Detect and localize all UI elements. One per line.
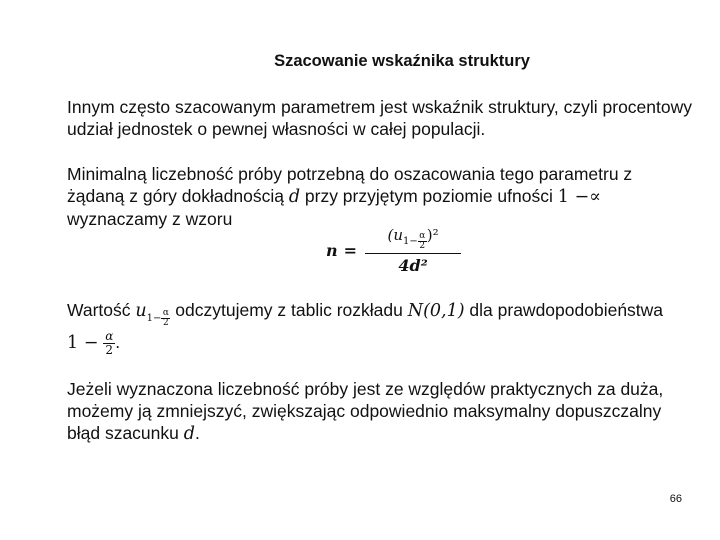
distribution: N(0,1): [407, 301, 465, 321]
sample-size-text: Minimalną liczebność próby potrzebną do oszacowania tego parametru z żądaną z góry dokładnością: [67, 164, 633, 206]
paragraph-definition: Innym często szacowanym parametrem jest wskaźnik struktury, czyli procentowy udział jednostek o pewnej własności w całej populacji.: [67, 97, 693, 139]
paragraph-sample-size: [67, 163, 692, 230]
precision-variable: d: [288, 187, 301, 207]
alpha-half-small: [418, 232, 427, 251]
paragraph-reduction: [67, 378, 692, 445]
probability-end: .: [115, 331, 121, 352]
numerator-close: )²: [426, 226, 439, 244]
quantile-text-b: odczytujemy z tablic rozkładu: [170, 300, 408, 320]
error-variable: d: [183, 424, 195, 444]
formula-denominator: 4d²: [398, 256, 428, 275]
numerator-open: (u: [387, 226, 403, 244]
quantile-symbol: u: [135, 301, 147, 321]
quantile-text-c: dla prawdopodobieństwa: [464, 300, 664, 320]
reduction-end: .: [194, 423, 200, 443]
formula-fraction: [365, 226, 461, 275]
quantile-alpha-num: α: [162, 307, 169, 318]
alpha-num: α: [419, 231, 426, 241]
quantile-alpha-den: 2: [163, 317, 169, 328]
quantile-text-a: Wartość: [67, 300, 136, 320]
confidence-level: 1 −∝: [557, 187, 601, 207]
quantile-sub: [146, 307, 171, 328]
probability-alpha-half: [103, 330, 115, 357]
formula-intro: wyznaczamy z wzoru: [67, 209, 233, 229]
alpha-den: 2: [419, 241, 426, 251]
sample-size-formula: [326, 226, 461, 275]
reduction-text: Jeżeli wyznaczona liczebność próby jest ze względów praktycznych za duża, możemy ją zmniejszyć, zwiększając odpowiednio maksymalny dopuszczalny błąd szacunku: [67, 379, 664, 443]
probability-expr: 1 −: [67, 332, 99, 353]
slide-title: Szacowanie wskaźnika struktury: [274, 52, 530, 70]
numerator-sub: [402, 231, 427, 251]
prob-alpha-num: α: [105, 328, 114, 343]
page-number: 66: [669, 493, 682, 505]
quantile-sub-text: 1−: [146, 312, 162, 324]
confidence-text: przy przyjętym poziomie ufności: [300, 186, 558, 206]
numerator-sub-text: 1−: [402, 236, 418, 247]
prob-alpha-den: 2: [105, 342, 114, 357]
formula-numerator: [385, 226, 440, 253]
paragraph-quantile: [67, 299, 692, 357]
formula-equals: =: [343, 241, 358, 260]
formula-lhs: n: [326, 241, 338, 260]
